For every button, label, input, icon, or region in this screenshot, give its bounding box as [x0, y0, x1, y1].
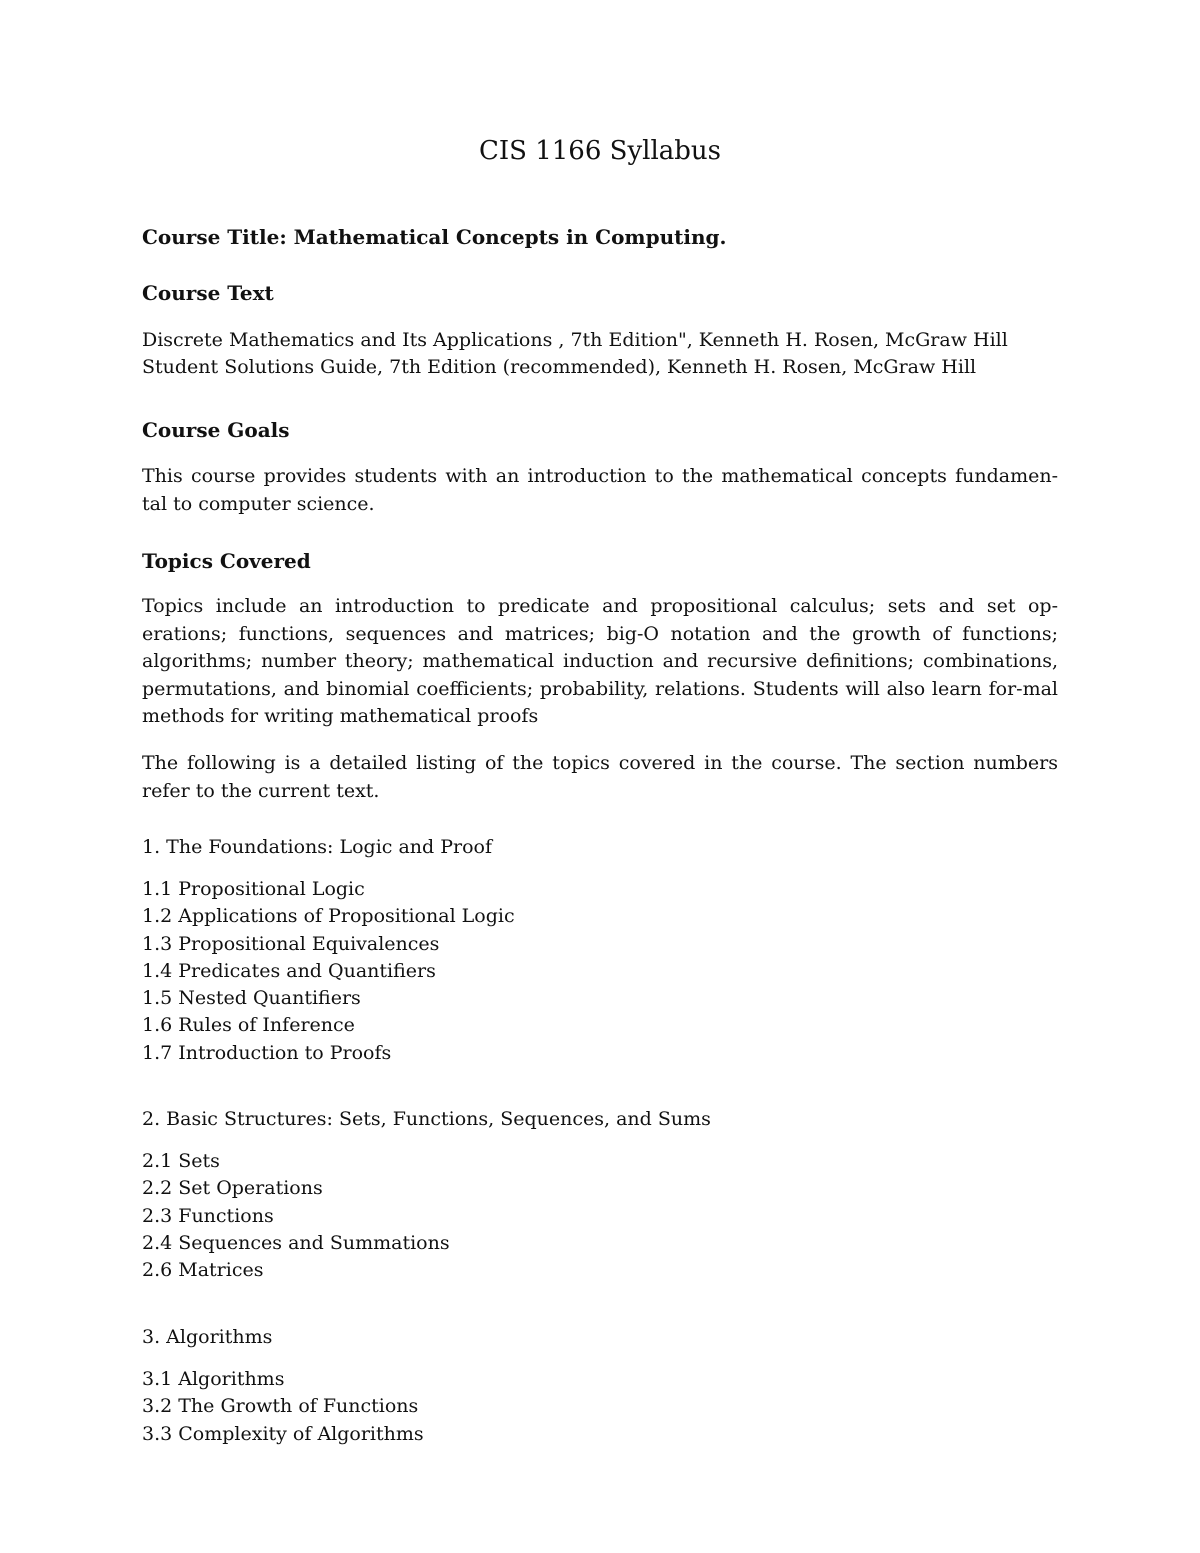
course-text-heading: Course Text — [142, 281, 274, 305]
course-text-line-1: Discrete Mathematics and Its Applications , 7th Edition", Kenneth H. Rosen, McGraw Hill — [142, 329, 1008, 351]
topics-body: Topics include an introduction to predicate and propositional calculus; sets and set op-erations; functions, sequences and matrices; big-O notation and the growth of functions; algorithms; number theory; mathematical induction and recursive definitions; combinations, permutations, and binomial coefficients; probability, relations. Students will also learn for-mal methods for writing mathematical proofs — [142, 595, 1058, 727]
chapter-1-sections — [142, 876, 515, 1067]
list-item: 1.5 Nested Quantifiers — [142, 987, 361, 1010]
list-item: 3.3 Complexity of Algorithms — [142, 1422, 424, 1445]
course-goals-heading: Course Goals — [142, 418, 290, 442]
chapter-3-title: 3. Algorithms — [142, 1326, 273, 1348]
page-title: CIS 1166 Syllabus — [478, 136, 722, 166]
list-item: 2.1 Sets — [142, 1150, 220, 1172]
course-title: Course Title: Mathematical Concepts in Computing. — [142, 225, 727, 249]
list-item: 2.6 Matrices — [142, 1259, 264, 1282]
topics-intro: The following is a detailed listing of the topics covered in the course. The section numbers refer to the current text. — [142, 752, 1058, 802]
chapter-2-title: 2. Basic Structures: Sets, Functions, Sequences, and Sums — [142, 1108, 711, 1130]
chapter-3-sections — [142, 1366, 424, 1448]
list-item: 1.7 Introduction to Proofs — [142, 1041, 392, 1064]
list-item: 1.3 Propositional Equivalences — [142, 932, 440, 955]
list-item: 2.2 Set Operations — [142, 1177, 323, 1200]
course-goals-body: This course provides students with an introduction to the mathematical concepts fundamen-tal to computer science. — [142, 465, 1058, 515]
topics-heading: Topics Covered — [142, 549, 311, 573]
list-item: 1.2 Applications of Propositional Logic — [142, 905, 515, 928]
list-item: 1.4 Predicates and Quantifiers — [142, 959, 436, 982]
chapter-2-sections — [142, 1148, 450, 1284]
list-item: 1.1 Propositional Logic — [142, 878, 365, 900]
list-item: 2.3 Functions — [142, 1204, 274, 1227]
course-text-line-2: Student Solutions Guide, 7th Edition (recommended), Kenneth H. Rosen, McGraw Hill — [142, 356, 977, 378]
list-item: 2.4 Sequences and Summations — [142, 1231, 450, 1254]
chapter-1-title: 1. The Foundations: Logic and Proof — [142, 836, 493, 858]
list-item: 3.1 Algorithms — [142, 1368, 285, 1390]
list-item: 1.6 Rules of Inference — [142, 1014, 355, 1037]
list-item: 3.2 The Growth of Functions — [142, 1395, 419, 1418]
